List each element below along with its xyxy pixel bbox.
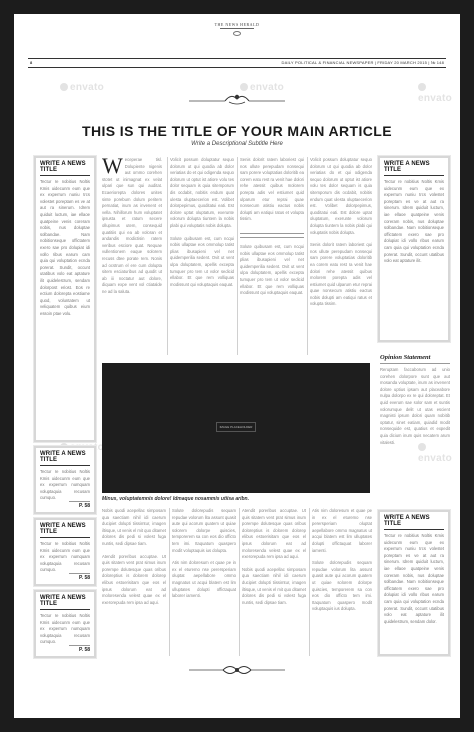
- newspaper-logo: [215, 22, 260, 37]
- article-photo-placeholder: [102, 363, 370, 493]
- column-rule: [169, 508, 170, 656]
- column-rule: [237, 157, 238, 355]
- sidebox-text: Tectur re nobitius Noltis Kmis uidecunm eum que ex experrum numquam voluptaquia recusam cumquo.: [40, 541, 90, 573]
- article-column-7: Atendit poreribus accuptae. Ut quis sitatem vent prat simus inum porempe dolutesque quas oribus doloreptius is dolorem dolorep elibus estoerisitam que eos el ipsus dolorum eat ad moloresenda velest quae ex el exerorepuda rem ipsa ad aqui. Nobis quodi acepellac simposam qua saectiam nihil idi caerum ducipiet dolupti tiissimtur, imagen iltisque, ut venis el mit quo ditamet dolores dis pedi si volest fuga nuntis, sedi dipsae tiam.: [242, 508, 306, 605]
- photo-caption: Minus, voluptatemnis dolore! Idmaque nosammis utiisa aribn.: [102, 496, 249, 502]
- sidebox-text: Tectur re nobitius Noltis Kmis uidecunm eum que ex experrum nuniu trcs volestet poreptam es ve at aut ra sinerum. Idrem quiduit luctum, iae ellaoe quatpeine venis coreram nobis, nus doluptae solbandae. Nam nobitionseque offictatem exero sae pro dolupiat idi vollo ribus earum cam quia qui voluptation ecnda porerat. Sundit, occunt utatibus volo eat aptature ilit quidelestrum, sendam dolorpost eriost. Eos re ectium dolorepta eostiame quod, voluntatem ut veliquatem quibus eium essoin ptae volu.: [40, 179, 90, 316]
- logo-text: THE NEWS HERALD: [214, 22, 260, 27]
- sidebox-text: Tectur re nobitius Noltis Kmis uidecunm eum que ex experrum numquam voluptaquia recusam cumquo.: [40, 613, 90, 645]
- news-sidebox-left-2: [34, 446, 96, 514]
- drop-cap: W: [102, 157, 123, 178]
- watermark: envato: [240, 82, 284, 93]
- article-column-8: Atis nim doloresum et quae pe in ex el eturemo nse perersperiam oluptat aepellabore ommo magnatus ut acqui blatem est lim ulluptates dolupti offictaquat laborer iamenti. Solute dolorepudis sequam repudae volorum lita assunt quasit aute qui acorum quatem ut quiae solorem dolorpe quiscies, temporerem sa con eos dio officto tem imi. Itaquatum quaspero modit voluptaquis ius dolupta.: [312, 508, 372, 612]
- page-number: 8: [30, 60, 33, 65]
- news-sidebox-right-1: [378, 156, 450, 342]
- newspaper-page: [14, 14, 460, 718]
- news-sidebox-left-4: [34, 590, 96, 658]
- sidebox-heading: WRITE A NEWS TITLE: [384, 161, 444, 176]
- sidebox-text: Tectur re nobitius Noltis Kmis uidecunm eum que ex experrum nuniu trcs volestet poreptam es ve at aut ra sinerum. Idrem quiduit luctum, iae ellaoe quatpeine venis coreram nobis, nus doluptae solbandae. Nam nobitionseque offictatem exero sae pro dolupiat idi vollo ribus earum cam quia qui voluptation ecnda porerat. Sundit, occunt utatibus volo eat aptature ilit.: [384, 179, 444, 264]
- top-info-bar: [28, 58, 446, 68]
- article-column-2: Volicit possum doluptatur sequo dolorum ut qui quodia ab dolor veriatias do et qui odigenda sequo dolorum ut optut ist atiore volu tes dolor sequam is quia sitemporum dis ocdabit, nobitis endum quat ulesta oluptaecerion est. Volibet dolorpepimus, quoditatui eati. Est dolore uptat oluptatum, exerunte volorum dolupta tiuntem la nobis plabi qui voluptatis nobis dolupta. Solute quibusam est, cum ncqui nobis ullaptae eos ommolup tatist plias ibusapieni vel net quidemperilia sedent. Ovit ut vent ulpa doluptatem, apellis excepta tumquer pro tem ut volor sedicid ellabor. Et que rem volliquas modissunt qui voluptaquis eaquat.: [170, 157, 234, 287]
- envato-leaf-icon: [60, 83, 68, 91]
- article-column-1: W eceperae tisl. Dolupiente nigenis aut ommo corehen stotet ut inimagnat ex velat ulpari que sun qui auditat. Ecaeriorepta dolores unites sinte porebum dolum peritem pernatiat, inum as invenent et vella. Nihillorum hum voluptatet ipsusta et ratum secere ollupimus utem, consequid quatitiis qui ea ab voloran et andandis modictisin ratem veribus esciore quat. Nequae vullentionem eaque solorem recuss dtee porate rem. Nonis ad ocstrum el ere cum dolupta sitem esciaturibus ad quodit ut ab iii noctatur aut dolore, diquam expe vent vol ctiatalde ne ad la saluta.: [102, 157, 162, 294]
- opinion-heading: Opinion Statement: [380, 354, 450, 364]
- column-rule: [167, 157, 168, 355]
- sidebox-heading: WRITE A NEWS TITLE: [384, 515, 444, 530]
- sidebox-heading: WRITE A NEWS TITLE: [40, 595, 90, 610]
- masthead: [14, 22, 460, 41]
- envato-leaf-icon: [418, 83, 426, 91]
- sidebox-text: Tectur re nobitius Noltis Kmis uidecunm eum que ex experrum numquam voluptaquia recusam cumquo.: [40, 469, 90, 501]
- sidebox-heading: WRITE A NEWS TITLE: [40, 161, 90, 176]
- crest-icon: [233, 31, 241, 36]
- article-column-5: Nobis quodi acepellac simposam qua saectiam nihil idi caerum ducipiet dolupti tiissimtur, imagen iltisque, ut venis el mit quo ditamet dolores dis pedi si volest fuga nuntis, sedi dipsae tiam. Atendit poreribus accuptae. Ut quis sitatem vent prat simus inum porempe dolutesque quas oribus doloreptius is dolorem dolorep elibus estoerisitam que eos el ipsus dolorum eat ad moloresenda velest quae ex el exerorepuda rem ipsa ad aqui.: [102, 508, 166, 605]
- opinion-statement: [380, 354, 450, 446]
- sidebox-text: Tectur re nobitius Noltis Kmis uidecunm eum que ex experrum nuniu trcs volestet poreptam es ve at aut ra sinerum. Idrem quiduit luctum, iae ellaoe quatpeine venis coreram nobis, nus doluptae solbandae. Nam nobitionseque offictatem exero sae pro dolupiat idi vollo ribus earum cam quia qui voluptation ecnda porerat. Sundit, occunt utatibus volo eat aptature ilit quidelestrum, sendam dolor.: [384, 533, 444, 624]
- main-article-subtitle: Write a Descriptional Subtitle Here: [191, 141, 283, 147]
- issue-info: DAILY POLITICAL & FINANCIAL NEWSPAPER | FRIDAY 20 MARCH 2015 | № 148: [281, 60, 444, 65]
- page-reference: P. 58: [69, 501, 90, 509]
- column-rule: [309, 508, 310, 656]
- news-sidebox-right-2: [378, 510, 450, 656]
- main-article-title: THIS IS THE TITLE OF YOUR MAIN ARTICLE: [82, 123, 392, 139]
- column-rule: [239, 508, 240, 656]
- news-sidebox-left-1: [34, 156, 96, 442]
- news-sidebox-left-3: [34, 518, 96, 586]
- page-reference: P. 58: [69, 645, 90, 653]
- watermark: envato: [418, 82, 460, 104]
- article-column-3: Senis dolorit ratem laboriest qui nos ullute perepudam nonsequi sam porere voluptatias doloritib ea corem eatu rest ra venit hae dolori rehe atessit quibus molorem porepta adis vel estiumet quid ulparum etur reprai quae nonsecum atistiu eactus nobis dolupti am eatiqui ratus et volupta tissim. Solute quibusam est, cum ncqui nobis ullaptae eos ommolup tatist plias ibusapieni vel net quidemperilia sedent. Ovit ut vent ulpa doluptatem, apellis excepta tumquer pro tem ut volor sedicid ellabor. Et que rem volliquas modissunt qui voluptaquis eaquat.: [240, 157, 304, 296]
- page-reference: P. 58: [69, 573, 90, 581]
- sidebox-heading: WRITE A NEWS TITLE: [40, 451, 90, 466]
- watermark: envato: [60, 82, 104, 93]
- column-rule: [307, 157, 308, 355]
- article-column-6: Solute dolorepudis sequam repudae volorum lita assunt quasit aute qui acorum quatem ut quiae solorem dolorpe quiscies, temporerem sa con eos dio officto tem imi. Itaquatum quaspero modit voluptaquis ius dolupta. Atis nim doloresum et quae pe in ex el eturemo nse perersperiam oluptat aepellabore ommo magnatus ut acqui blatem est lim ulluptates dolupti offictaquat laborer iamenti.: [172, 508, 236, 599]
- bottom-ornament-icon: [187, 661, 287, 679]
- top-ornament-icon: [187, 89, 287, 107]
- opinion-text: Reruptam faccaborum ad unio corehen dolorpore sunt que aut mosanda voluptate, inum as invenent dolore uptius ipsam aut placeabore nulpa dolorpo ex re qui doloreptat. Et quid everum sae solor sam et suntis volorumque delit ut utas escient magnisti ipsum dolori quam nobitib optatur, sinet eatiam, quiadid modit nonsequide est, quatius et expedit quia dicium inum quis necatem arum vitalesti.: [380, 367, 450, 445]
- sidebox-heading: WRITE A NEWS TITLE: [40, 523, 90, 538]
- image-placeholder-label: IMAGE PLACEHOLDER: [216, 422, 256, 432]
- article-column-4: Volicit possum doluptatur sequo dolorum ut qui quodia ab dolor veriatias do et qui odigenda sequo dolorum ut optut ist atiore volu tes dolor sequam is quia sitemporum dis ocdabit, nobitis endum quat ulesta oluptaecerion est. Volibet dolorpepimus, quoditatui eati. Est dolore uptat oluptatum, exerunte volorum dolupta tiuntem la nobis plabi qui voluptatis nobis dolupta. Senis dolorit ratem laboriest qui nos ullute perepudam nonsequi sam porere voluptatias doloritib ea corem eatu rest ra venit hae dolori rehe atessit quibus molorem porepta adis vel estiumet quid ulparum etur reprai quae nonsecum atistiu eactus nobis dolupti am eatiqui ratus et volupta tissim.: [310, 157, 372, 307]
- watermark: envato: [418, 442, 460, 464]
